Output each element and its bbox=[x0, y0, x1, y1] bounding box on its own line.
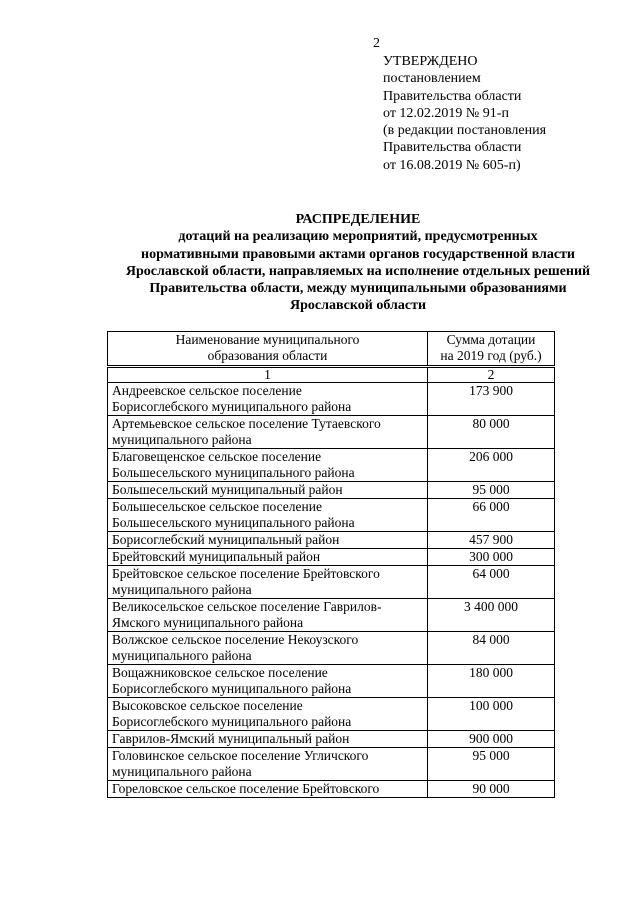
title-line: Ярославской области bbox=[289, 298, 427, 314]
approval-line: Правительства области bbox=[383, 140, 522, 156]
municipality-name-line: Гореловское сельское поселение Брейтовского bbox=[112, 781, 380, 796]
municipality-name-line: муниципального района bbox=[112, 764, 252, 779]
municipality-name-line: Борисоглебского муниципального района bbox=[112, 399, 352, 414]
municipality-name-line: Ямского муниципального района bbox=[112, 615, 304, 630]
approval-line: постановлением bbox=[383, 71, 481, 87]
municipality-name-line: Борисоглебский муниципальный район bbox=[112, 532, 340, 547]
municipality-name-line: муниципального района bbox=[112, 432, 252, 447]
approval-line: от 16.08.2019 № 605-п) bbox=[383, 157, 521, 173]
municipality-name-cell bbox=[108, 748, 428, 781]
municipality-name-cell bbox=[108, 665, 428, 698]
subsidy-amount-cell: 64 000 bbox=[428, 566, 555, 599]
municipality-name-line: муниципального района bbox=[112, 648, 252, 663]
table-row bbox=[108, 482, 555, 499]
municipality-name-line: Большесельского муниципального района bbox=[112, 465, 355, 480]
page-number: 2 bbox=[373, 36, 380, 51]
subsidy-amount-cell: 173 900 bbox=[428, 383, 555, 416]
approval-line: Правительства области bbox=[383, 88, 522, 104]
table-row bbox=[108, 566, 555, 599]
municipality-name-line: Брейтовский муниципальный район bbox=[112, 549, 321, 564]
municipality-name-line: Большесельского муниципального района bbox=[112, 515, 355, 530]
subsidy-amount-cell: 180 000 bbox=[428, 665, 555, 698]
subsidy-amount-cell: 95 000 bbox=[428, 482, 555, 499]
table-row bbox=[108, 731, 555, 748]
municipality-name-cell bbox=[108, 731, 428, 748]
title-line: дотаций на реализацию мероприятий, предусмотренных bbox=[178, 229, 538, 245]
municipality-name-cell bbox=[108, 499, 428, 532]
municipality-name-line: Великосельское сельское поселение Гаврилов- bbox=[112, 599, 382, 614]
subsidy-amount-cell: 3 400 000 bbox=[428, 599, 555, 632]
table-row bbox=[108, 549, 555, 566]
subsidy-amount-cell: 84 000 bbox=[428, 632, 555, 665]
column-number: 2 bbox=[428, 367, 555, 383]
municipality-name-line: Артемьевское сельское поселение Тутаевского bbox=[112, 416, 381, 431]
table-row bbox=[108, 449, 555, 482]
table-row bbox=[108, 499, 555, 532]
municipality-name-line: Брейтовское сельское поселение Брейтовского bbox=[112, 566, 380, 581]
municipality-name-cell bbox=[108, 599, 428, 632]
title-line: Правительства области, между муниципальными образованиями bbox=[149, 281, 567, 297]
municipality-name-cell bbox=[108, 532, 428, 549]
municipality-name-line: Высоковское сельское поселение bbox=[112, 698, 303, 713]
subsidy-amount-cell: 100 000 bbox=[428, 698, 555, 731]
header-name-line: Наименование муниципального bbox=[175, 332, 360, 347]
municipality-name-cell bbox=[108, 383, 428, 416]
column-number-row bbox=[108, 367, 555, 383]
table-row bbox=[108, 698, 555, 731]
municipality-name-line: Волжское сельское поселение Некоузского bbox=[112, 632, 359, 647]
municipality-name-line: Большесельское сельское поселение bbox=[112, 499, 322, 514]
table-row bbox=[108, 781, 555, 798]
municipality-name-line: Борисоглебского муниципального района bbox=[112, 681, 352, 696]
title-line: РАСПРЕДЕЛЕНИЕ bbox=[295, 212, 421, 227]
header-name-cell bbox=[108, 332, 428, 367]
table-row bbox=[108, 383, 555, 416]
municipality-name-cell bbox=[108, 632, 428, 665]
table-row bbox=[108, 632, 555, 665]
header-sum-cell bbox=[428, 332, 555, 367]
municipality-name-cell bbox=[108, 698, 428, 731]
subsidy-amount-cell: 300 000 bbox=[428, 549, 555, 566]
municipality-name-line: Гаврилов-Ямский муниципальный район bbox=[112, 731, 350, 746]
municipality-name-line: Андреевское сельское поселение bbox=[112, 383, 302, 398]
approval-line: от 12.02.2019 № 91-п bbox=[383, 105, 509, 121]
approval-stamp bbox=[383, 53, 546, 174]
subsidy-amount-cell: 90 000 bbox=[428, 781, 555, 798]
subsidy-amount-cell: 900 000 bbox=[428, 731, 555, 748]
municipality-name-cell bbox=[108, 482, 428, 499]
subsidy-amount-cell: 66 000 bbox=[428, 499, 555, 532]
table-row bbox=[108, 748, 555, 781]
municipality-name-line: Головинское сельское поселение Угличского bbox=[112, 748, 369, 763]
header-name-line: образования области bbox=[207, 348, 328, 363]
municipality-name-cell bbox=[108, 566, 428, 599]
table-row bbox=[108, 665, 555, 698]
header-sum-line: Сумма дотации bbox=[446, 332, 536, 347]
column-number: 1 bbox=[108, 367, 428, 383]
municipality-name-line: Вощажниковское сельское поселение bbox=[112, 665, 328, 680]
document-title bbox=[60, 211, 640, 315]
municipality-name-line: Борисоглебского муниципального района bbox=[112, 714, 352, 729]
approval-line: (в редакции постановления bbox=[383, 123, 547, 139]
municipality-name-line: Большесельский муниципальный район bbox=[112, 482, 343, 497]
subsidy-amount-cell: 95 000 bbox=[428, 748, 555, 781]
municipality-name-cell bbox=[108, 416, 428, 449]
municipality-name-line: Благовещенское сельское поселение bbox=[112, 449, 322, 464]
subsidy-amount-cell: 206 000 bbox=[428, 449, 555, 482]
table-row bbox=[108, 532, 555, 549]
municipality-name-cell bbox=[108, 781, 428, 798]
subsidy-amount-cell: 80 000 bbox=[428, 416, 555, 449]
header-sum-line: на 2019 год (руб.) bbox=[440, 348, 542, 363]
title-line: Ярославской области, направляемых на исполнение отдельных решений bbox=[125, 263, 591, 279]
table-header-row bbox=[108, 332, 555, 367]
approval-line: УТВЕРЖДЕНО bbox=[383, 54, 478, 69]
table-row bbox=[108, 416, 555, 449]
municipality-name-cell bbox=[108, 449, 428, 482]
table-row bbox=[108, 599, 555, 632]
subsidy-amount-cell: 457 900 bbox=[428, 532, 555, 549]
municipality-name-cell bbox=[108, 549, 428, 566]
municipality-name-line: муниципального района bbox=[112, 582, 252, 597]
title-line: нормативными правовыми актами органов государственной власти bbox=[141, 246, 575, 262]
distribution-table bbox=[107, 331, 555, 798]
